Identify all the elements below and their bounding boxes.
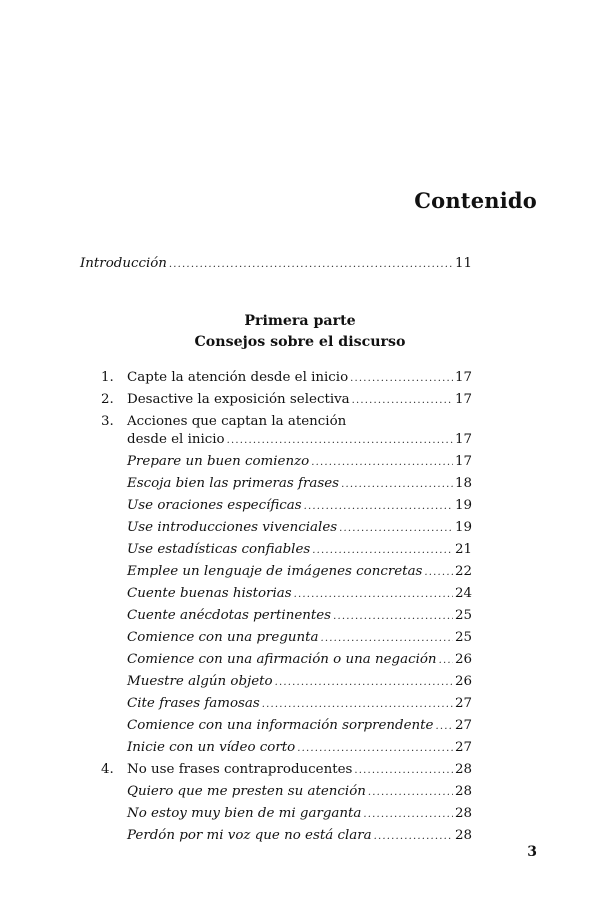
toc-entry-text: Acciones que captan la atención xyxy=(127,414,347,429)
toc-entry-page: 17 xyxy=(454,392,472,407)
toc-entry-number: 2. xyxy=(101,392,114,407)
toc-subentry xyxy=(127,672,472,693)
toc-subentry-text: Perdón por mi voz que no está clara xyxy=(127,828,372,843)
toc-subentry-page: 18 xyxy=(454,476,472,491)
toc-subentry-page: 19 xyxy=(454,520,472,535)
leader-dots xyxy=(262,695,453,715)
leader-dots xyxy=(439,651,453,671)
toc-subentry-page: 28 xyxy=(454,784,472,799)
toc-entry-text: desde el inicio xyxy=(127,432,225,447)
toc-entry-introduccion xyxy=(80,254,472,275)
toc-subentry xyxy=(127,474,472,495)
toc-entry xyxy=(101,390,472,411)
toc-subentry xyxy=(127,782,472,803)
leader-dots xyxy=(350,369,453,389)
toc-subentry-page: 17 xyxy=(454,454,472,469)
page-number: 3 xyxy=(527,844,537,860)
toc-entry-text: Desactive la exposición selectiva xyxy=(127,392,350,407)
toc-entry xyxy=(101,412,472,432)
toc-entry xyxy=(101,368,472,389)
toc-subentry-page: 25 xyxy=(454,630,472,645)
toc-entry-page: 28 xyxy=(454,762,472,777)
toc-subentry xyxy=(127,452,472,473)
toc-entry-number: 3. xyxy=(101,414,114,429)
toc-subentry-text: Use estadísticas confiables xyxy=(127,542,311,557)
part-heading-title: Consejos sobre el discurso xyxy=(194,334,406,350)
toc-subentry-page: 26 xyxy=(454,674,472,689)
toc-entry-continuation xyxy=(127,430,472,451)
toc-subentry-page: 28 xyxy=(454,806,472,821)
leader-dots xyxy=(341,475,453,495)
toc-subentry-text: Prepare un buen comienzo xyxy=(127,454,310,469)
toc-subentry-text: Muestre algún objeto xyxy=(127,674,273,689)
toc-subentry-page: 27 xyxy=(454,718,472,733)
toc-subentry-page: 24 xyxy=(454,586,472,601)
leader-dots xyxy=(321,629,453,649)
toc-subentry-text: Cite frases famosas xyxy=(127,696,260,711)
toc-subentry-page: 22 xyxy=(454,564,472,579)
toc-subentry-text: Quiero que me presten su atención xyxy=(127,784,366,799)
toc-subentry-page: 26 xyxy=(454,652,472,667)
toc-entry-number: 1. xyxy=(101,370,114,385)
toc-subentry-page: 25 xyxy=(454,608,472,623)
toc-subentry xyxy=(127,518,472,539)
toc-entry-page: 17 xyxy=(454,370,472,385)
toc-entry-text: Introducción xyxy=(80,256,167,271)
toc-entry xyxy=(101,760,472,781)
toc-subentry-text: Comience con una afirmación o una negación xyxy=(127,652,437,667)
leader-dots xyxy=(333,607,453,627)
toc-subentry xyxy=(127,562,472,583)
toc-subentry-page: 27 xyxy=(454,740,472,755)
leader-dots xyxy=(275,673,453,693)
toc-subentry-page: 21 xyxy=(454,542,472,557)
leader-dots xyxy=(374,827,453,847)
toc-subentry-text: Use oraciones específicas xyxy=(127,498,302,513)
leader-dots xyxy=(339,519,453,539)
leader-dots xyxy=(297,739,453,759)
leader-dots xyxy=(424,563,453,583)
leader-dots xyxy=(312,541,453,561)
leader-dots xyxy=(352,391,453,411)
leader-dots xyxy=(294,585,453,605)
toc-subentry xyxy=(127,650,472,671)
leader-dots xyxy=(435,717,452,737)
toc-subentry-text: No estoy muy bien de mi garganta xyxy=(127,806,362,821)
toc-subentry-text: Escoja bien las primeras frases xyxy=(127,476,340,491)
toc-entry-page: 17 xyxy=(454,432,472,447)
toc-subentry-text: Cuente buenas historias xyxy=(127,586,292,601)
toc-subentry xyxy=(127,826,472,847)
toc-subentry xyxy=(127,584,472,605)
toc-subentry-text: Comience con una pregunta xyxy=(127,630,319,645)
toc-subentry xyxy=(127,738,472,759)
part-heading-label: Primera parte xyxy=(244,313,356,329)
toc-subentry xyxy=(127,694,472,715)
toc-entry-page: 11 xyxy=(454,256,472,271)
leader-dots xyxy=(227,431,453,451)
toc-entry-number: 4. xyxy=(101,762,114,777)
toc-subentry xyxy=(127,606,472,627)
toc-subentry-page: 28 xyxy=(454,828,472,843)
toc-subentry-page: 27 xyxy=(454,696,472,711)
leader-dots xyxy=(169,255,453,275)
leader-dots xyxy=(368,783,453,803)
toc-subentry-text: Comience con una información sorprendente xyxy=(127,718,434,733)
toc-subentry xyxy=(127,716,472,737)
toc-subentry xyxy=(127,804,472,825)
toc-entry-text: No use frases contraproducentes xyxy=(127,762,353,777)
toc-subentry xyxy=(127,540,472,561)
toc-entry-text: Capte la atención desde el inicio xyxy=(127,370,349,385)
leader-dots xyxy=(304,497,453,517)
toc-subentry-text: Emplee un lenguaje de imágenes concretas xyxy=(127,564,423,579)
page-title: Contenido xyxy=(414,188,537,213)
toc-subentry-text: Cuente anécdotas pertinentes xyxy=(127,608,332,623)
leader-dots xyxy=(354,761,453,781)
toc-subentry xyxy=(127,496,472,517)
toc-subentry-page: 19 xyxy=(454,498,472,513)
leader-dots xyxy=(311,453,453,473)
toc-subentry-text: Use introducciones vivenciales xyxy=(127,520,338,535)
toc-subentry-text: Inicie con un vídeo corto xyxy=(127,740,296,755)
toc-subentry xyxy=(127,628,472,649)
leader-dots xyxy=(363,805,453,825)
